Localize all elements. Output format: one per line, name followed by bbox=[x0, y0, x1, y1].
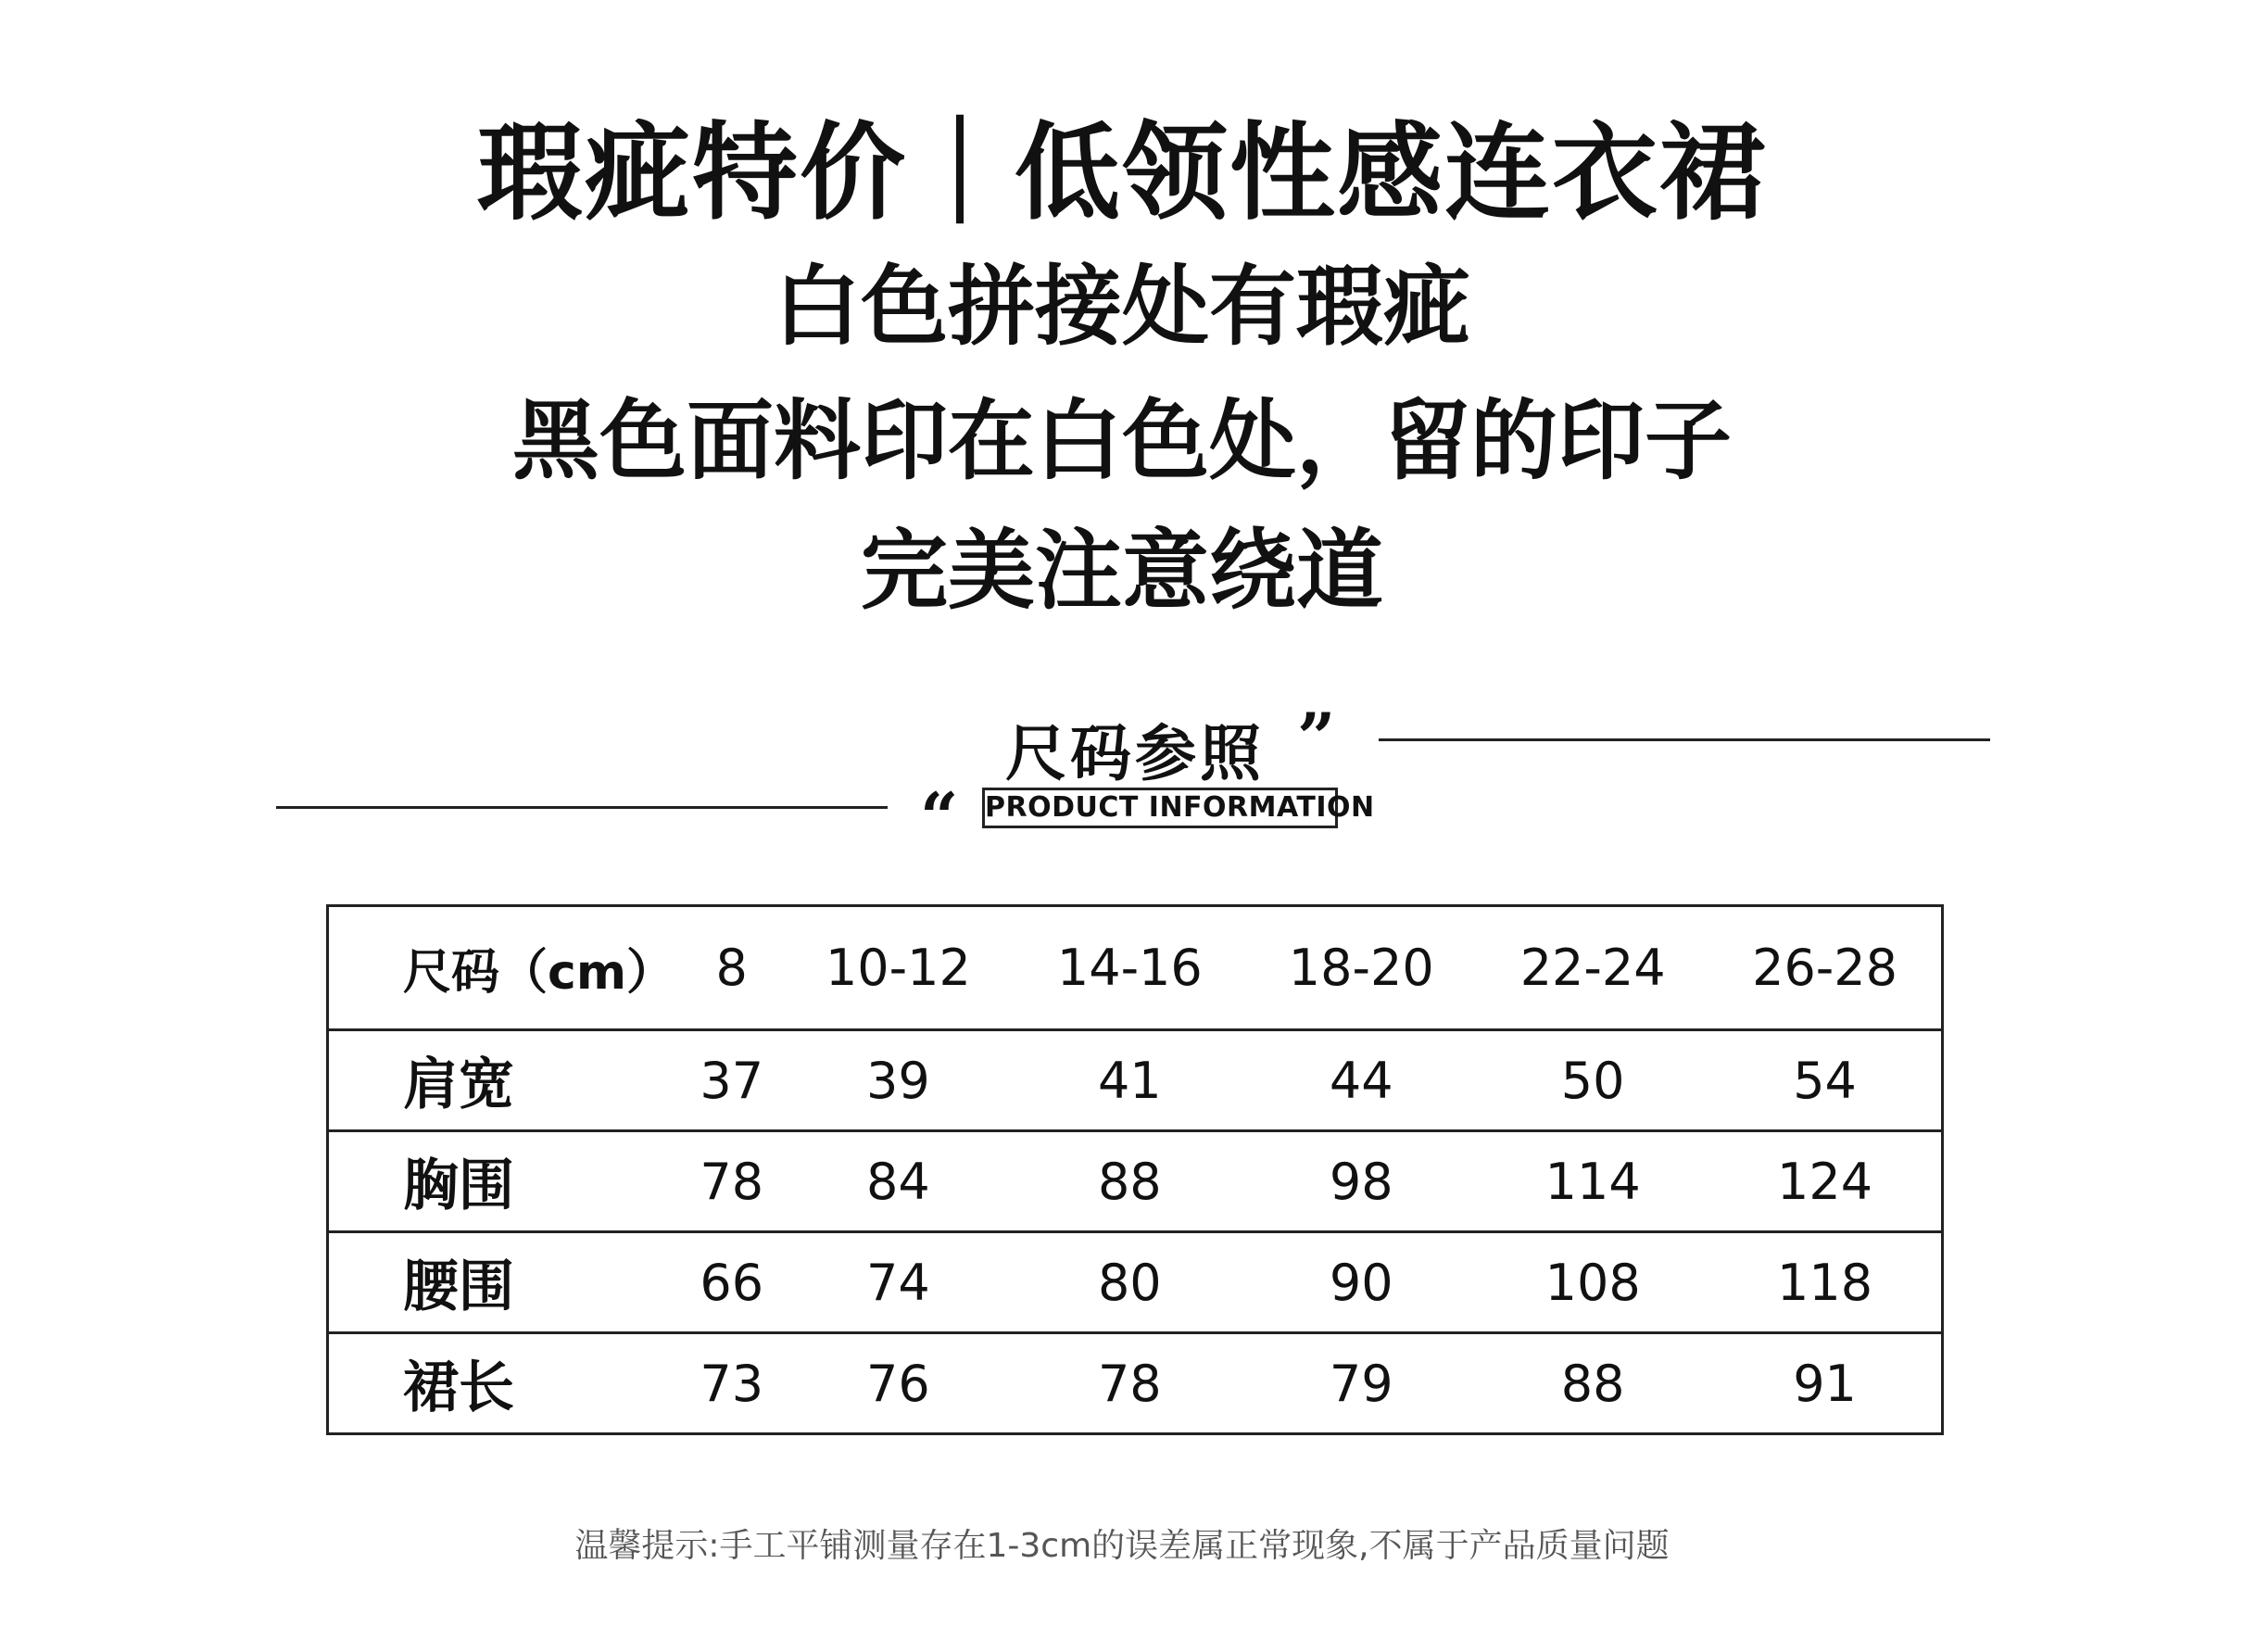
table-row bbox=[328, 1333, 1943, 1434]
table-cell: 118 bbox=[1708, 1232, 1942, 1333]
table-cell: 44 bbox=[1245, 1030, 1477, 1131]
row-label: 裙长 bbox=[403, 1356, 514, 1420]
subtitle-line: 完美注意绕道 bbox=[860, 521, 1383, 622]
table-cell: 114 bbox=[1477, 1131, 1708, 1232]
table-cell: 74 bbox=[782, 1232, 1014, 1333]
quote-close-mark: ” bbox=[1297, 698, 1336, 776]
table-cell: 54 bbox=[1708, 1030, 1942, 1131]
section-subtitle-badge: PRODUCT INFORMATION bbox=[982, 788, 1338, 828]
table-cell: 76 bbox=[866, 1354, 930, 1413]
table-cell: 91 bbox=[1793, 1354, 1857, 1413]
divider-right bbox=[1379, 738, 1990, 741]
table-cell: 79 bbox=[1329, 1354, 1393, 1413]
table-cell: 88 bbox=[1014, 1131, 1245, 1232]
table-cell: 78 bbox=[1097, 1354, 1162, 1413]
table-cell: 39 bbox=[782, 1030, 1014, 1131]
table-cell: 124 bbox=[1708, 1131, 1942, 1232]
row-label: 肩宽 bbox=[328, 1030, 682, 1131]
table-cell: 90 bbox=[1245, 1232, 1477, 1333]
table-cell: 66 bbox=[681, 1232, 782, 1333]
footnote: 温馨提示:手工平铺测量存在1-3cm的误差属正常现象,不属于产品质量问题 bbox=[574, 1527, 1670, 1565]
table-row bbox=[328, 1030, 1943, 1131]
divider-left bbox=[276, 806, 888, 809]
size-header-cell: 26-28 bbox=[1708, 906, 1942, 1030]
table-header-label: 尺码（cm） bbox=[328, 906, 682, 1030]
subtitle-line: 黑色面料印在白色处，留的印子 bbox=[511, 391, 1732, 492]
section-title: 尺码参照 bbox=[1005, 718, 1265, 789]
size-header-cell: 18-20 bbox=[1245, 906, 1477, 1030]
size-header-cell: 10-12 bbox=[782, 906, 1014, 1030]
table-row bbox=[328, 1232, 1943, 1333]
table-cell: 84 bbox=[782, 1131, 1014, 1232]
table-cell: 78 bbox=[681, 1131, 782, 1232]
size-header-cell: 22-24 bbox=[1477, 906, 1708, 1030]
table-cell: 37 bbox=[681, 1030, 782, 1131]
size-header-cell: 14-16 bbox=[1014, 906, 1245, 1030]
row-label: 胸围 bbox=[328, 1131, 682, 1232]
size-table bbox=[326, 904, 1944, 1435]
table-cell: 50 bbox=[1477, 1030, 1708, 1131]
quote-open-mark: “ bbox=[920, 777, 959, 856]
size-header-cell: 8 bbox=[681, 906, 782, 1030]
table-header-row bbox=[328, 906, 1943, 1030]
subtitle-line: 白色拼接处有瑕疵 bbox=[773, 257, 1470, 358]
page-title: 瑕疵特价｜低领性感连衣裙 bbox=[476, 111, 1767, 234]
table-cell: 88 bbox=[1560, 1354, 1625, 1413]
table-cell: 80 bbox=[1014, 1232, 1245, 1333]
table-cell: 41 bbox=[1014, 1030, 1245, 1131]
table-cell: 108 bbox=[1477, 1232, 1708, 1333]
table-row bbox=[328, 1131, 1943, 1232]
row-label: 腰围 bbox=[328, 1232, 682, 1333]
table-cell: 73 bbox=[700, 1354, 764, 1413]
table-cell: 98 bbox=[1245, 1131, 1477, 1232]
